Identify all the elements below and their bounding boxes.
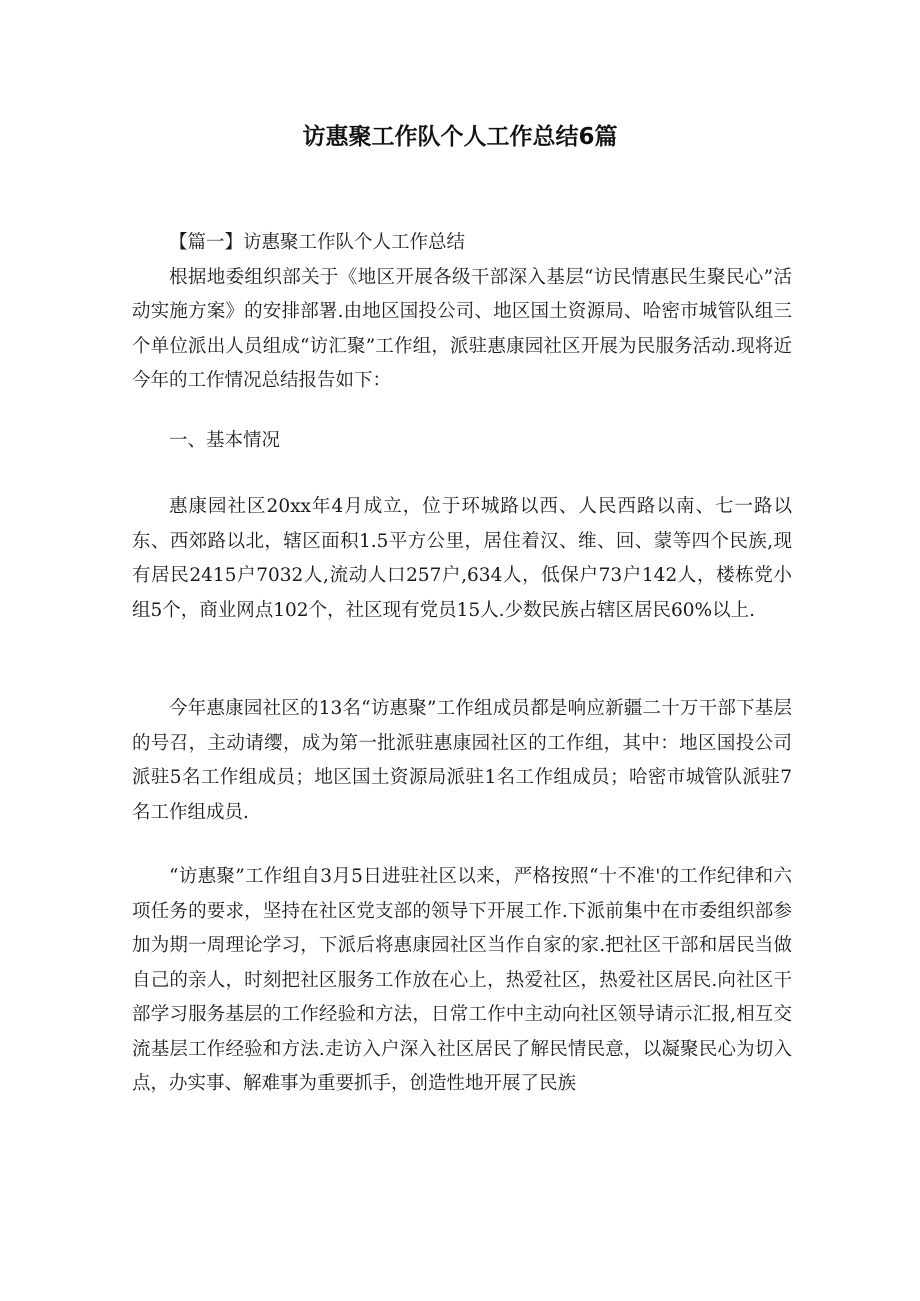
section-1-block xyxy=(132,424,792,459)
section-heading: 一、基本情况 xyxy=(169,430,281,451)
chapter-block xyxy=(132,226,792,399)
chapter-heading: 【篇一】访惠聚工作队个人工作总结 xyxy=(169,232,466,253)
document-title: 访惠聚工作队个人工作总结6篇 xyxy=(302,124,618,150)
paragraph-block-3 xyxy=(132,692,792,830)
intro-paragraph: 根据地委组织部关于《地区开展各级干部深入基层“访民情惠民生聚民心”活动实施方案》的安排部署.由地区国投公司、地区国土资源局、哈密市城管队组三个单位派出人员组成“访汇聚”工作组，派驻惠康园社区开展为民服务活动.现将近今年的工作情况总结报告如下： xyxy=(132,266,792,391)
paragraph-team-work: “访惠聚”工作组自3月5日进驻社区以来，严格按照“十不准'的工作纪律和六项任务的要求，坚持在社区党支部的领导下开展工作.下派前集中在市委组织部参加为期一周理论学习，下派后将惠康园社区当作自家的家.把社区干部和居民当做自己的亲人，时刻把社区服务工作放在心上，热爱社区，热爱社区居民.向社区干部学习服务基层的工作经验和方法，日常工作中主动向社区领导请示汇报,相互交流基层工作经验和方法.走访入户深入社区居民了解民情民意，以凝聚民心为切入点，办实事、解难事为重要抓手，创造性地开展了民族 xyxy=(132,866,792,1094)
paragraph-block-4 xyxy=(132,860,792,1102)
paragraph-basic-info: 惠康园社区20xx年4月成立，位于环城路以西、人民西路以南、七一路以东、西郊路以北，辖区面积1.5平方公里，居住着汉、维、回、蒙等四个民族,现有居民2415户7032人,流动人口257户,634人，低保户73户142人，楼栋党小组5个，商业网点102个，社区现有党员15人.少数民族占辖区居民60%以上. xyxy=(132,496,792,621)
paragraph-team-members: 今年惠康园社区的13名“访惠聚”工作组成员都是响应新疆二十万干部下基层的号召，主动请缨，成为第一批派驻惠康园社区的工作组，其中：地区国投公司派驻5名工作组成员；地区国土资源局派驻1名工作组成员；哈密市城管队派驻7名工作组成员. xyxy=(132,698,792,823)
paragraph-block-2 xyxy=(132,490,792,628)
